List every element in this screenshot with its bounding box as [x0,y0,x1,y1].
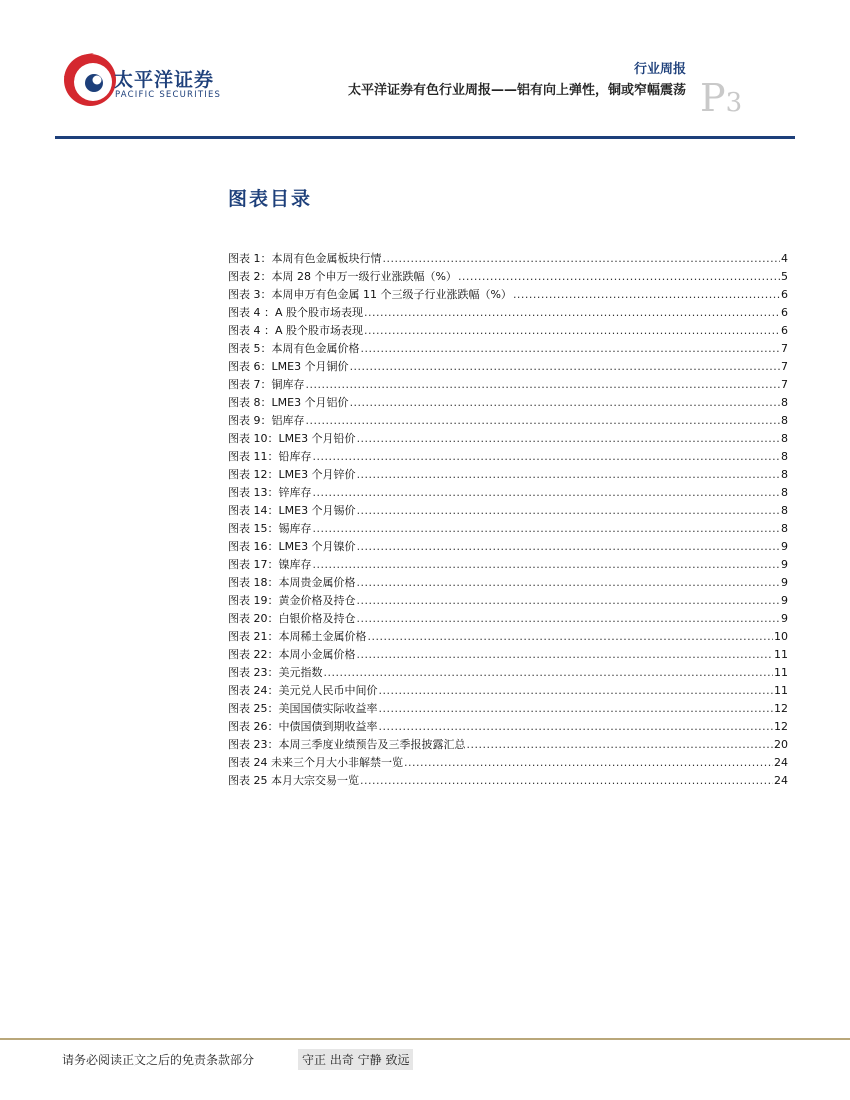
toc-entry-page: 8 [781,522,788,535]
toc-entry-page: 8 [781,468,788,481]
page-number-value: 3 [725,88,743,118]
toc-leader-dots [357,538,780,556]
toc-leader-dots [467,736,774,754]
toc-entry-label: 图表 18：本周贵金属价格 [228,576,356,589]
toc-leader-dots [357,610,781,628]
toc-entry-label: 图表 23：美元指数 [228,666,323,679]
toc-entry-page: 8 [781,504,788,517]
toc-entry-page: 20 [774,738,788,751]
toc-leader-dots [313,448,781,466]
toc-leader-dots [357,466,780,484]
toc-entry[interactable] [228,502,788,520]
toc-leader-dots [313,484,781,502]
toc-entry-label: 图表 22：本周小金属价格 [228,648,356,661]
toc-entry-label: 图表 12：LME3 个月锌价 [228,468,356,481]
logo-english-name: PACIFIC SECURITIES [115,90,222,100]
toc-entry[interactable] [228,484,788,502]
toc-entry[interactable] [228,448,788,466]
toc-entry-page: 9 [781,576,788,589]
toc-entry-label: 图表 1：本周有色金属板块行情 [228,252,382,265]
toc-entry-label: 图表 2：本周 28 个申万一级行业涨跌幅（%） [228,270,457,283]
toc-entry[interactable] [228,430,788,448]
toc-entry-page: 11 [774,666,788,679]
toc-entry[interactable] [228,664,788,682]
toc-entry-label: 图表 19：黄金价格及持仓 [228,594,356,607]
toc-entry-label: 图表 15：锡库存 [228,522,312,535]
toc-leader-dots [368,628,774,646]
toc-entry-label: 图表 5：本周有色金属价格 [228,342,360,355]
toc-entry-label: 图表 23：本周三季度业绩预告及三季报披露汇总 [228,738,466,751]
toc-entry-label: 图表 8：LME3 个月铝价 [228,396,349,409]
toc-entry[interactable] [228,574,788,592]
toc-entry[interactable] [228,466,788,484]
toc-entry-label: 图表 14：LME3 个月锡价 [228,504,356,517]
toc-entry-page: 10 [774,630,788,643]
toc-entry-label: 图表 4 ：A 股个股市场表现 [228,306,364,319]
toc-entry[interactable] [228,286,788,304]
toc-entry[interactable] [228,538,788,556]
footer-motto: 守正 出奇 宁静 致远 [298,1049,413,1070]
toc-leader-dots [313,556,781,574]
toc-leader-dots [379,718,774,736]
table-of-figures [228,250,788,790]
toc-leader-dots [357,646,774,664]
toc-leader-dots [313,520,781,538]
toc-entry-page: 7 [781,360,788,373]
toc-entry-label: 图表 4 ：A 股个股市场表现 [228,324,364,337]
toc-entry[interactable] [228,646,788,664]
toc-leader-dots [350,358,780,376]
toc-entry-label: 图表 24 未来三个月大小非解禁一览 [228,756,403,769]
toc-entry-label: 图表 25：美国国债实际收益率 [228,702,378,715]
toc-entry[interactable] [228,376,788,394]
pacific-securities-logo-icon [60,47,118,109]
toc-entry-label: 图表 13：锌库存 [228,486,312,499]
toc-leader-dots [458,268,780,286]
toc-entry-page: 6 [781,306,788,319]
toc-leader-dots [306,376,781,394]
toc-entry-page: 11 [774,648,788,661]
company-logo [60,47,240,117]
report-type: 行业周报 [633,62,686,77]
toc-entry-page: 12 [774,720,788,733]
toc-entry-label: 图表 26：中债国债到期收益率 [228,720,378,733]
toc-entry-page: 4 [781,252,788,265]
toc-entry[interactable] [228,682,788,700]
toc-entry-label: 图表 16：LME3 个月镍价 [228,540,356,553]
section-title: 图表目录 [228,188,313,210]
toc-entry-page: 9 [781,612,788,625]
toc-entry-page: 9 [781,594,788,607]
toc-entry-label: 图表 25 本月大宗交易一览 [228,774,359,787]
toc-leader-dots [364,322,780,340]
toc-entry-page: 24 [774,756,788,769]
toc-leader-dots [357,430,780,448]
toc-leader-dots [306,412,781,430]
report-title: 太平洋证券有色行业周报——铝有向上弹性，铜或窄幅震荡 [347,83,686,98]
toc-leader-dots [357,592,781,610]
toc-entry-label: 图表 3：本周申万有色金属 11 个三级子行业涨跌幅（%） [228,288,512,301]
toc-entry[interactable] [228,394,788,412]
toc-leader-dots [513,286,780,304]
toc-entry-page: 6 [781,324,788,337]
toc-leader-dots [357,574,781,592]
toc-leader-dots [361,340,781,358]
toc-entry-page: 12 [774,702,788,715]
toc-entry-page: 11 [774,684,788,697]
logo-chinese-name: 太平洋证券 [114,69,215,91]
toc-entry-label: 图表 6：LME3 个月铜价 [228,360,349,373]
footer-disclaimer: 请务必阅读正文之后的免责条款部分 [62,1053,255,1067]
toc-entry[interactable] [228,250,788,268]
toc-entry-page: 5 [781,270,788,283]
toc-entry[interactable] [228,304,788,322]
toc-entry[interactable] [228,610,788,628]
toc-entry-page: 7 [781,342,788,355]
toc-entry[interactable] [228,556,788,574]
toc-entry-label: 图表 10：LME3 个月铅价 [228,432,356,445]
toc-entry-page: 24 [774,774,788,787]
footer-divider [0,1038,850,1040]
toc-entry[interactable] [228,772,788,790]
toc-entry-label: 图表 17：镍库存 [228,558,312,571]
toc-leader-dots [360,772,773,790]
toc-entry[interactable] [228,718,788,736]
toc-leader-dots [404,754,773,772]
toc-leader-dots [379,700,774,718]
toc-entry-page: 9 [781,558,788,571]
toc-leader-dots [357,502,780,520]
toc-entry-page: 8 [781,396,788,409]
toc-entry[interactable] [228,322,788,340]
toc-entry[interactable] [228,754,788,772]
toc-leader-dots [350,394,780,412]
toc-entry[interactable] [228,358,788,376]
toc-entry[interactable] [228,268,788,286]
toc-entry-label: 图表 21：本周稀土金属价格 [228,630,367,643]
toc-leader-dots [324,664,774,682]
toc-entry[interactable] [228,340,788,358]
toc-entry-page: 6 [781,288,788,301]
toc-entry[interactable] [228,520,788,538]
toc-entry[interactable] [228,700,788,718]
toc-entry-page: 8 [781,432,788,445]
toc-entry-page: 8 [781,414,788,427]
toc-entry-label: 图表 7：铜库存 [228,378,305,391]
toc-entry-label: 图表 24：美元兑人民币中间价 [228,684,378,697]
toc-entry-page: 8 [781,450,788,463]
toc-entry[interactable] [228,412,788,430]
toc-entry[interactable] [228,628,788,646]
toc-entry[interactable] [228,736,788,754]
page-prefix: P [700,76,726,120]
toc-entry-label: 图表 9：铝库存 [228,414,305,427]
header-divider [55,136,795,139]
toc-entry-page: 9 [781,540,788,553]
toc-entry-page: 7 [781,378,788,391]
toc-leader-dots [383,250,781,268]
toc-leader-dots [379,682,774,700]
page-number [700,76,742,120]
toc-entry-label: 图表 11：铅库存 [228,450,312,463]
toc-entry-label: 图表 20：白银价格及持仓 [228,612,356,625]
toc-entry[interactable] [228,592,788,610]
toc-entry-page: 8 [781,486,788,499]
toc-leader-dots [364,304,780,322]
